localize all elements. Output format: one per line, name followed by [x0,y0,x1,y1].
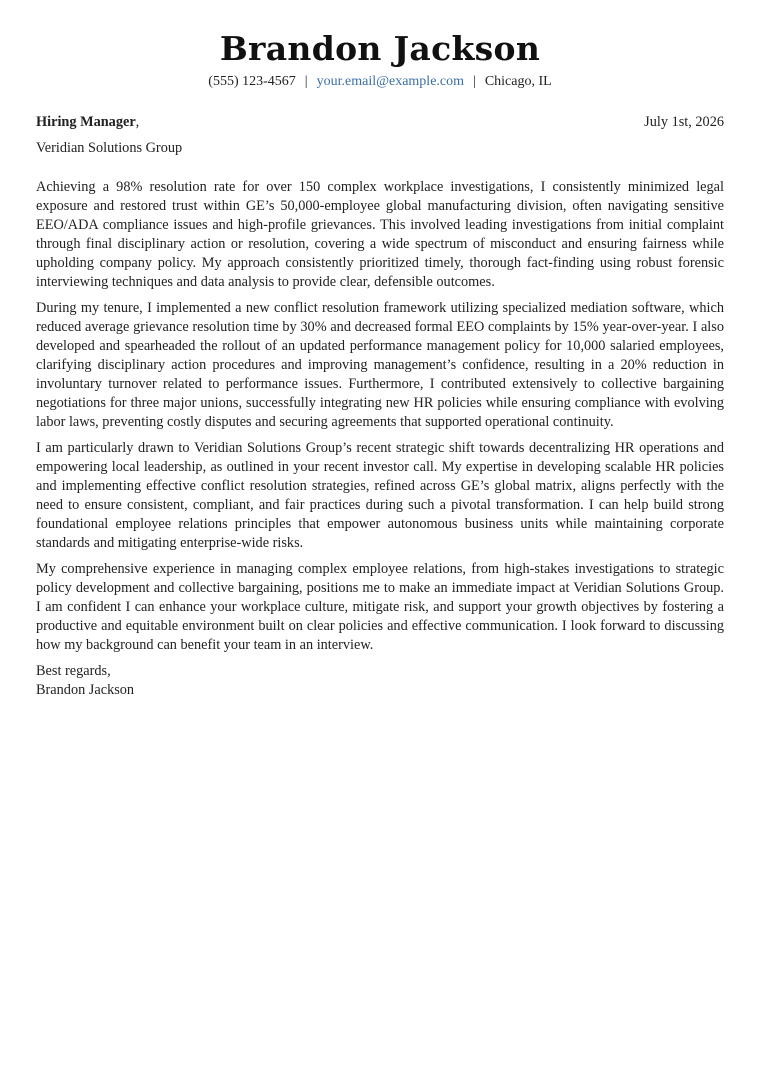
contact-line [36,72,724,92]
paragraph-1: Achieving a 98% resolution rate for over 150 complex workplace investigations, I consistently minimized legal exposure and restored trust within GE’s 50,000-employee global manufacturing division, often navigating sensitive EEO/ADA compliance issues and high-profile grievances. This involved leading investigations from initial complaint through final disciplinary action or resolution, covering a wide spectrum of misconduct and ensuring fairness while upholding company policy. My approach consistently prioritized timely, thorough fact-finding using robust forensic interviewing techniques and data analysis to provide clear, defensible outcomes. [36,179,724,290]
company-name: Veridian Solutions Group [36,140,183,156]
contact-separator: | [473,74,476,89]
recipient-line [36,112,139,132]
signature-name: Brandon Jackson [36,682,135,698]
letter-date: July 1st, 2026 [644,114,724,130]
recipient-name: Hiring Manager [36,114,136,130]
applicant-name: Brandon Jackson [219,29,541,68]
letter-body [36,178,724,655]
salutation-row [36,112,724,132]
recipient-punct: , [135,114,140,130]
paragraph-3: I am particularly drawn to Veridian Solutions Group’s recent strategic shift towards decentralizing HR operations and empowering local leadership, as outlined in your recent investor call. My expertise in developing scalable HR policies and implementing effective conflict resolution strategies, refined across GE’s global matrix, aligns perfectly with the need to ensure consistent, compliant, and fair practices during such a pivotal transformation. I can help build strong foundational employee relations principles that empower autonomous business units while maintaining corporate standards and mitigating enterprise-wide risks. [36,440,724,551]
location: Chicago, IL [484,74,552,89]
closing-phrase: Best regards, [36,663,111,679]
paragraph-4: My comprehensive experience in managing complex employee relations, from high-stakes investigations to strategic policy development and collective bargaining, positions me to make an immediate impact at Veridian Solutions Group. I am confident I can enhance your workplace culture, mitigate risk, and support your growth objectives by fostering a productive and equitable environment built on clear policies and effective communication. I look forward to discussing how my background can benefit your team in an interview. [36,561,724,653]
email-link[interactable]: your.email@example.com [316,74,465,89]
paragraph-2: During my tenure, I implemented a new conflict resolution framework utilizing specialized mediation software, which reduced average grievance resolution time by 30% and decreased formal EEO complaints by 15% year-over-year. I also developed and spearheaded the rollout of an updated performance management policy for 10,000 salaried employees, clarifying disciplinary action procedures and improving management’s confidence, resulting in a 20% reduction in involuntary turnover related to performance issues. Furthermore, I contributed extensively to collective bargaining negotiations for three major unions, successfully integrating new HR policies while ensuring compliance with evolving labor laws, preventing costly disputes and securing agreements that supported operational continuity. [36,300,724,430]
contact-separator: | [304,74,308,89]
closing-block [36,662,724,700]
phone-number: (555) 123-4567 [208,74,296,89]
